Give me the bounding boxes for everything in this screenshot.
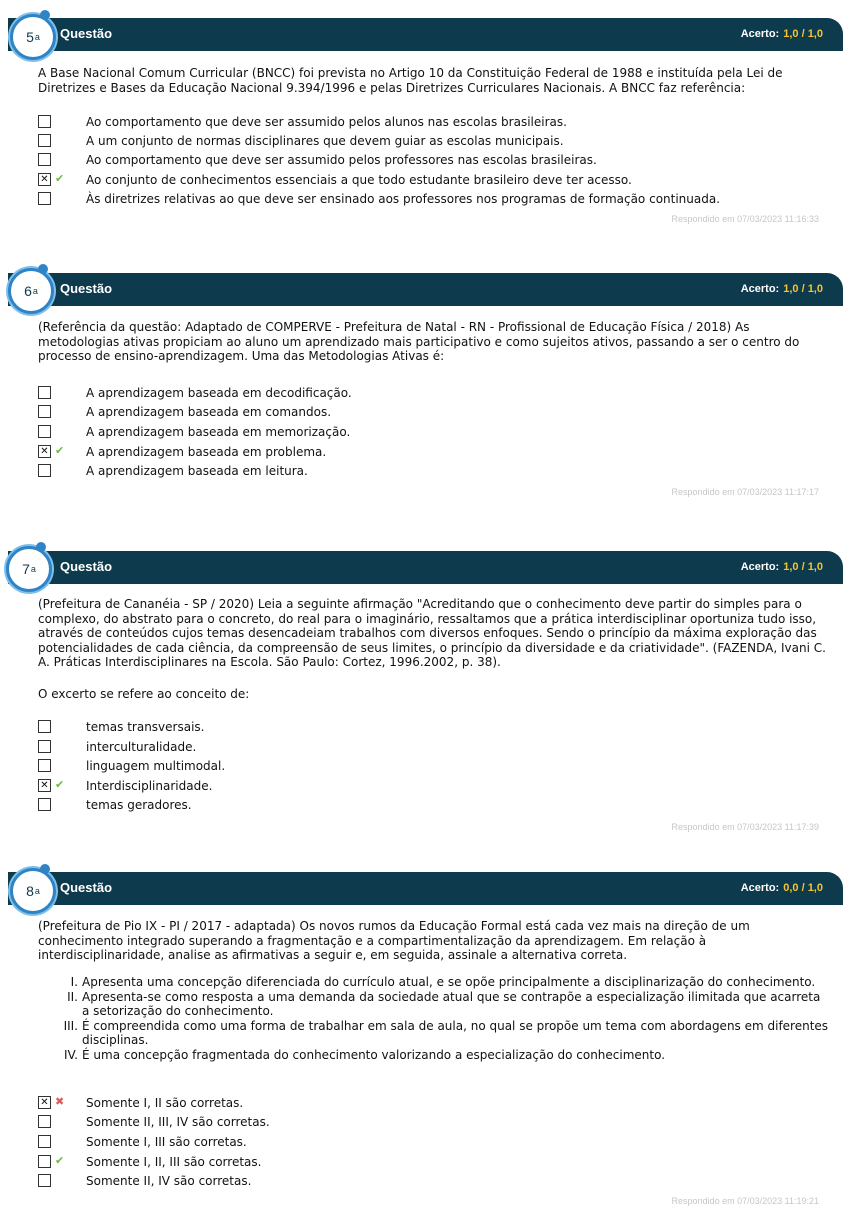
option-5[interactable]: temas geradores. (38, 798, 828, 814)
score: Acerto: 1,0 / 1,0 (740, 561, 823, 573)
question-statement: A Base Nacional Comum Curricular (BNCC) foi prevista no Artigo 10 da Constituição Federal de 1988 e instituída pela Lei de Diretrizes e Bases da Educação Nacional 9.394/1996 e pelas Diretrizes Curriculares Nacionais. A BNCC faz referência: (38, 66, 783, 95)
badge-dot (36, 542, 46, 552)
option-checkbox[interactable] (38, 798, 51, 811)
question-title: Questão (60, 559, 113, 574)
option-checkbox[interactable] (38, 464, 51, 477)
option-1[interactable]: ✕ ✖ Somente I, II são corretas. (38, 1096, 828, 1112)
option-4[interactable]: ✕ ✔ A aprendizagem baseada em problema. (38, 445, 828, 461)
question-header (8, 872, 843, 905)
score: Acerto: 1,0 / 1,0 (740, 28, 823, 40)
option-5[interactable]: Somente II, IV são corretas. (38, 1174, 828, 1190)
option-checkbox[interactable] (38, 1135, 51, 1148)
option-5[interactable]: A aprendizagem baseada em leitura. (38, 464, 828, 480)
statement-list (60, 975, 830, 1062)
option-2[interactable]: Somente II, III, IV são corretas. (38, 1115, 828, 1131)
answered-timestamp: Respondido em 07/03/2023 11:19:21 (671, 1196, 819, 1206)
option-checkbox[interactable] (38, 425, 51, 438)
score-value: 0,0 / 1,0 (783, 882, 823, 894)
question-statement: (Prefeitura de Cananéia - SP / 2020) Leia a seguinte afirmação "Acreditando que o conhecimento deve partir do simples para o complexo, do abstrato para o concreto, do real para o imaginário, ressaltamos que a prática interdisciplinar oportuniza tudo isso, através de conteúdos cujos temas desencadeiam trabalhos com diversos enfoques. Sendo o princípio da máxima exploração das potencialidades de cada ciência, da compreensão de seus limites, o princípio da diversidade e da criatividade". (FAZENDA, Ivani C. A. Práticas Interdisciplinares na Escola. São Paulo: Cortez, 1996.2002, p. 38). (38, 597, 826, 669)
checkmark-icon: ✔ (55, 1154, 65, 1167)
option-3[interactable]: Ao comportamento que deve ser assumido pelos professores nas escolas brasileiras. (38, 153, 828, 169)
checkmark-icon: ✔ (55, 172, 65, 185)
option-4[interactable]: ✕ ✔ Ao conjunto de conhecimentos essenciais a que todo estudante brasileiro deve ter acesso. (38, 173, 828, 189)
option-3[interactable]: A aprendizagem baseada em memorização. (38, 425, 828, 441)
score-value: 1,0 / 1,0 (783, 283, 823, 295)
option-checkbox[interactable] (38, 740, 51, 753)
badge-dot (40, 864, 50, 874)
question-header (8, 551, 843, 584)
question-5 (0, 0, 851, 240)
cross-icon: ✖ (55, 1095, 65, 1108)
option-3[interactable]: linguagem multimodal. (38, 759, 828, 775)
question-title: Questão (60, 281, 113, 296)
list-item: III. É compreendida como uma forma de trabalhar em sala de aula, no qual se propõe um tema com abordagens em diferentes disciplinas. (63, 1018, 829, 1047)
question-number-badge: 6 a (8, 268, 54, 314)
question-prompt: O excerto se refere ao conceito de: (38, 687, 250, 701)
score-value: 1,0 / 1,0 (783, 28, 823, 40)
question-number-badge: 5 a (10, 14, 56, 60)
x-mark-icon[interactable]: ✕ (38, 1096, 51, 1109)
score: Acerto: 1,0 / 1,0 (740, 283, 823, 295)
option-1[interactable]: Ao comportamento que deve ser assumido pelos alunos nas escolas brasileiras. (38, 115, 828, 131)
list-item: I. Apresenta uma concepção diferenciada do currículo atual, e se opõe principalmente a disciplinarização do conhecimento. (70, 975, 816, 989)
option-checkbox[interactable] (38, 1174, 51, 1187)
question-header (8, 18, 843, 51)
list-item: IV. É uma concepção fragmentada do conhecimento valorizando a especialização do conhecimento. (63, 1047, 666, 1062)
list-item: II. Apresenta-se como resposta a uma demanda da sociedade atual que se contrapõe a especialização ilimitada que acarreta a setorização do conhecimento. (67, 989, 821, 1018)
badge-dot (40, 10, 50, 20)
question-title: Questão (60, 26, 113, 41)
option-2[interactable]: A um conjunto de normas disciplinares que devem guiar as escolas municipais. (38, 134, 828, 150)
question-statement: (Referência da questão: Adaptado de COMPERVE - Prefeitura de Natal - RN - Profissional de Educação Física / 2018) As metodologias ativas propiciam ao aluno um aprendizado mais participativo e como sujeitos ativos, passando a ser o centro do processo de ensino-aprendizagem. Uma das Metodologias Ativas é: (38, 320, 800, 363)
option-checkbox[interactable] (38, 720, 51, 733)
question-statement: (Prefeitura de Pio IX - PI / 2017 - adaptada) Os novos rumos da Educação Formal está cada vez mais na direção de um conhecimento integrado superando a fragmentação e a compartimentalização da aprendizagem. Em relação à interdisciplinaridade, analise as afirmativas a seguir e, em seguida, assinale a alternativa correta. (38, 919, 750, 962)
option-checkbox[interactable] (38, 759, 51, 772)
x-mark-icon[interactable]: ✕ (38, 779, 51, 792)
option-2[interactable]: A aprendizagem baseada em comandos. (38, 405, 828, 421)
option-checkbox[interactable] (38, 1115, 51, 1128)
question-title: Questão (60, 880, 113, 895)
option-1[interactable]: temas transversais. (38, 720, 828, 736)
answered-timestamp: Respondido em 07/03/2023 11:16:33 (671, 214, 819, 224)
option-checkbox[interactable] (38, 1155, 51, 1168)
option-checkbox[interactable] (38, 405, 51, 418)
badge-dot (38, 264, 48, 274)
question-number-badge: 7 a (6, 546, 52, 592)
option-3[interactable]: Somente I, III são corretas. (38, 1135, 828, 1151)
question-header (8, 273, 843, 306)
option-checkbox[interactable] (38, 386, 51, 399)
answered-timestamp: Respondido em 07/03/2023 11:17:17 (671, 487, 819, 497)
option-4[interactable]: ✕ ✔ Interdisciplinaridade. (38, 779, 828, 795)
option-5[interactable]: Às diretrizes relativas ao que deve ser ensinado aos professores nos programas de formação continuada. (38, 192, 828, 208)
option-checkbox[interactable] (38, 134, 51, 147)
x-mark-icon[interactable]: ✕ (38, 445, 51, 458)
x-mark-icon[interactable]: ✕ (38, 173, 51, 186)
option-checkbox[interactable] (38, 153, 51, 166)
option-2[interactable]: interculturalidade. (38, 740, 828, 756)
score: Acerto: 0,0 / 1,0 (740, 882, 823, 894)
option-4[interactable]: ✔ Somente I, II, III são corretas. (38, 1155, 828, 1171)
option-checkbox[interactable] (38, 192, 51, 205)
answered-timestamp: Respondido em 07/03/2023 11:17:39 (671, 822, 819, 832)
option-1[interactable]: A aprendizagem baseada em decodificação. (38, 386, 828, 402)
question-number-badge: 8 a (10, 868, 56, 914)
checkmark-icon: ✔ (55, 778, 65, 791)
option-checkbox[interactable] (38, 115, 51, 128)
checkmark-icon: ✔ (55, 444, 65, 457)
score-value: 1,0 / 1,0 (783, 561, 823, 573)
